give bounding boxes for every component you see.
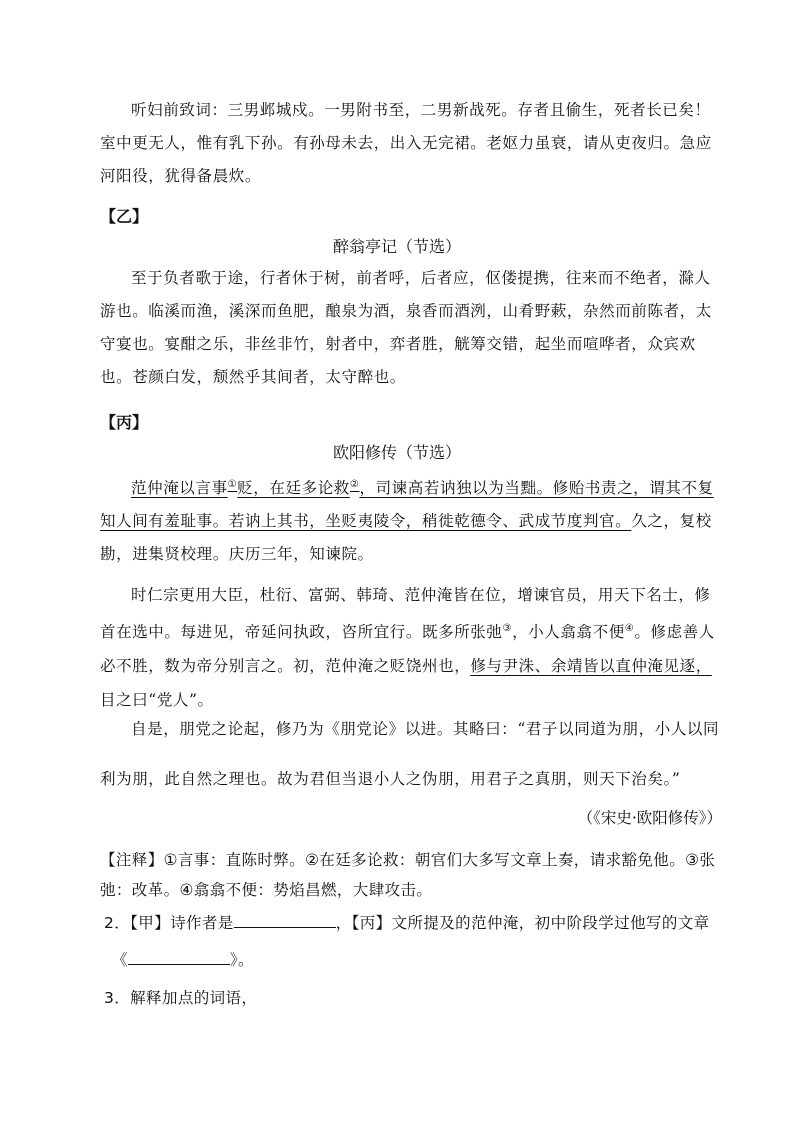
underlined-sentence-1c: ，司谏高若讷独以为当黜。修贻书责之，谓其不复知人间有羞耻事。若讷上其书，坐贬夷陵令，稍徙乾德令、武成节度判官。 [100,479,714,531]
yi-title: 醉翁亭记（节选） [332,237,461,256]
paragraph-1-rest: 久之，复校勘，进集贤校理。庆历三年，知谏院。 [100,512,712,564]
bing-paragraph-1 [100,468,722,571]
section-label-yi: 【乙】 [100,207,149,226]
notes: 【注释】①言事：直陈时弊。②在廷多论救：朝官们大多写文章上奏，请求豁免他。③张弛：改革。④翕翕不便：势焰昌燃，大肆攻击。 [100,851,716,899]
bing-paragraph-2 [100,578,722,717]
book-title-close: 》。 [229,951,254,969]
question-2-line-2 [104,944,726,977]
note-ref-1: ① [227,479,238,490]
question-3: 3．解释加点的词语， [104,989,258,1007]
bing-paragraph-3: 自是，朋党之论起，修乃为《朋党论》以进。其略曰：“君子以同道为朋，小人以同利为朋，此自然之理也。故为君但当退小人之伪朋，用君子之真朋，则天下治矣。” [100,720,720,788]
book-title-open: 《 [112,951,128,969]
note-ref-3: ③ [502,623,513,634]
jia-poem-text: 听妇前致词：三男邺城戍。一男附书至，二男新战死。存者且偷生，死者长已矣！室中更无人，惟有乳下孙。有孙母未去，出入无完裙。老妪力虽衰，请从吏夜归。急应河阳役，犹得备晨炊。 [100,101,712,185]
question-2-prefix: 2．【甲】诗作者是 [104,914,234,932]
paragraph-2-b: ，小人翕翕不便 [512,623,625,642]
note-ref-2: ② [349,479,360,490]
underlined-sentence-2: 修与尹洙、余靖皆以直仲淹见逐， [470,657,712,676]
question-2 [104,908,744,938]
underlined-sentence-1a: 范仲淹以言事 [131,479,228,498]
paragraph-2-c: 。修虑善人必不胜，数为帝分别言之。初，范仲淹之贬饶州也， [100,623,715,676]
section-label-bing: 【丙】 [100,413,149,432]
underlined-sentence-1b: 贬，在廷多论救 [237,479,350,498]
note-ref-4: ④ [624,623,635,634]
answer-blank-author[interactable] [234,911,336,928]
source-citation: （《宋史·欧阳修传》） [577,809,722,827]
paragraph-2-d: 目之曰“党人”。 [100,691,214,710]
yi-text: 至于负者歌于途，行者休于树，前者呼，后者应，伛偻提携，往来而不绝者，滁人游也。临溪而渔，溪深而鱼肥，酿泉为酒，泉香而酒洌，山肴野蔌，杂然而前陈者，太守宴也。宴酣之乐，非丝非竹，射者中，弈者胜，觥筹交错，起坐而喧哗者，众宾欢也。苍颜白发，颓然乎其间者，太守醉也。 [100,269,712,386]
paragraph-2-a: 时仁宗更用大臣，杜衍、富弼、韩琦、范仲淹皆在位，增谏官员，用天下名士，修首在选中。每进见，帝延问执政，咨所宜行。既多所张弛 [100,586,711,642]
answer-blank-article[interactable] [128,948,230,965]
question-2-suffix: ，【丙】文所提及的范仲淹，初中阶段学过他写的文章 [335,914,710,932]
bing-title: 欧阳修传（节选） [332,443,461,462]
